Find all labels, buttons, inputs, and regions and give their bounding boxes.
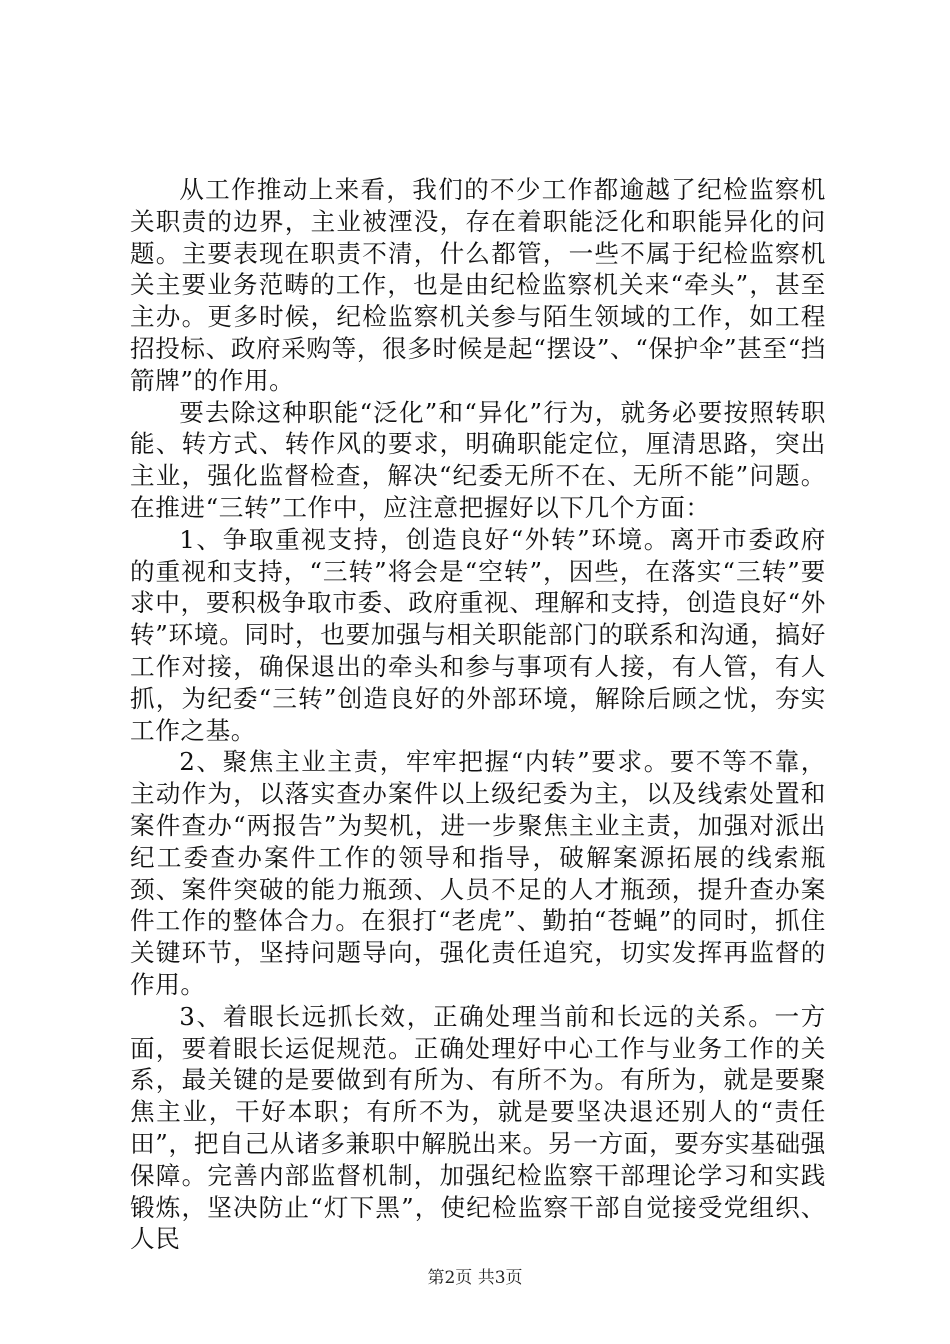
paragraph-3: 1、争取重视支持，创造良好“外转”环境。离开市委政府的重视和支持，“三转”将会是“空转”，因些，在落实“三转”要求中，要积极争取市委、政府重视、理解和支持，创造良好“外转”环境。同时，也要加强与相关职能部门的联系和沟通，搞好工作对接，确保退出的牵头和参与事项有人接，有人管，有人抓，为纪委“三转”创造良好的外部环境，解除后顾之忧，夯实工作之基。	[130, 524, 826, 745]
document-body	[130, 174, 826, 1255]
paragraph-2: 要去除这种职能“泛化”和“异化”行为，就务必要按照转职能、转方式、转作风的要求，明确职能定位，厘清思路，突出主业，强化监督检查，解决“纪委无所不在、无所不能”问题。在推进“三转”工作中，应注意把握好以下几个方面：	[130, 397, 826, 522]
paragraph-5: 3、着眼长远抓长效，正确处理当前和长远的关系。一方面，要着眼长运促规范。正确处理好中心工作与业务工作的关系，最关键的是要做到有所为、有所不为。有所为，就是要聚焦主业，干好本职；有所不为，就是要坚决退还别人的“责任田”，把自己从诸多兼职中解脱出来。另一方面，要夯实基础强保障。完善内部监督机制，加强纪检监察干部理论学习和实践锻炼，坚决防止“灯下黑”，使纪检监察干部自觉接受党组织、人民	[130, 1001, 826, 1254]
page-number-footer: 第2页 共3页	[427, 1268, 523, 1288]
paragraph-4: 2、聚焦主业主责，牢牢把握“内转”要求。要不等不靠，主动作为，以落实查办案件以上级纪委为主，以及线索处置和案件查办“两报告”为契机，进一步聚焦主业主责，加强对派出纪工委查办案件工作的领导和指导，破解案源拓展的线索瓶颈、案件突破的能力瓶颈、人员不足的人才瓶颈，提升查办案件工作的整体合力。在狠打“老虎”、勤拍“苍蝇”的同时，抓住关键环节，坚持问题导向，强化责任追究，切实发挥再监督的作用。	[130, 747, 826, 999]
paragraph-1: 从工作推动上来看，我们的不少工作都逾越了纪检监察机关职责的边界，主业被湮没，存在着职能泛化和职能异化的问题。主要表现在职责不清，什么都管，一些不属于纪检监察机关主要业务范畴的工作，也是由纪检监察机关来“牵头”，甚至主办。更多时候，纪检监察机关参与陌生领域的工作，如工程招投标、政府采购等，很多时候是起“摆设”、“保护伞”甚至“挡箭牌”的作用。	[130, 175, 826, 395]
